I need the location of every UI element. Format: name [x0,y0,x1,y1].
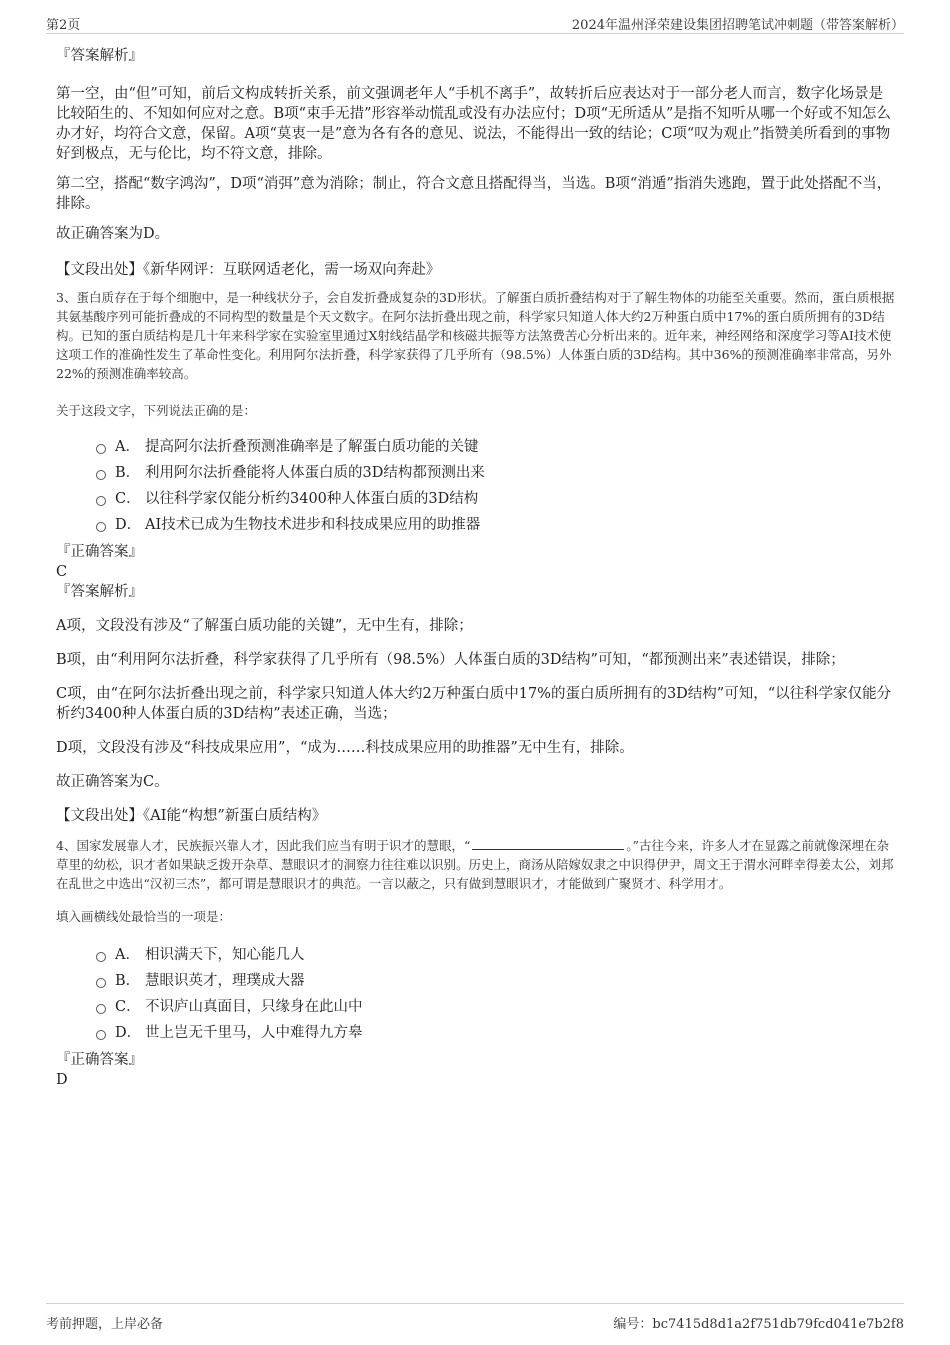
question-stem: 3、蛋白质存在于每个细胞中，是一种线状分子，会自发折叠成复杂的3D形状。了解蛋白质折叠结构对于了解生物体的功能至关重要。然而，蛋白质根据其氨基酸序列可能折叠成的不同构型的数量是个天文数字。在阿尔法折叠出现之前，科学家只知道人体大约2万种蛋白质中17%的蛋白质所拥有的3D结构。已知的蛋白质结构是几十年来科学家在实验室里通过X射线结晶学和核磁共振等方法煞费苦心分析出来的。近年来，神经网络和深度学习等AI技术使这项工作的准确性发生了革命性变化。利用阿尔法折叠，科学家获得了几乎所有（98.5%）人体蛋白质的3D结构。其中36%的预测准确率非常高，另外22%的预测准确率较高。 [56,290,895,381]
option-b[interactable]: B． 慧眼识英才，理璞成大器 [96,968,896,994]
source-citation: 【文段出处】《新华网评：互联网适老化，需一场双向奔赴》 [56,262,441,278]
option-d[interactable]: D． AI技术已成为生物技术进步和科技成果应用的助推器 [96,512,896,538]
options-list [56,434,896,538]
radio-icon[interactable] [96,1004,106,1014]
correct-answer: D [56,1072,68,1088]
radio-icon[interactable] [96,496,106,506]
final-answer: 故正确答案为D。 [56,226,170,242]
question-prompt: 填入画横线处最恰当的一项是： [56,909,232,924]
option-b[interactable]: B． 利用阿尔法折叠能将人体蛋白质的3D结构都预测出来 [96,460,896,486]
correct-answer: C [56,564,68,580]
radio-icon[interactable] [96,952,106,962]
radio-icon[interactable] [96,444,106,454]
radio-icon[interactable] [96,470,106,480]
radio-icon[interactable] [96,978,106,988]
analysis-label: 『答案解析』 [56,48,143,64]
option-d[interactable]: D． 世上岂无千里马，人中难得九方皋 [96,1020,896,1046]
page-header [46,12,904,34]
document-title: 2024年温州泽荣建设集团招聘笔试冲刺题（带答案解析） [571,18,904,33]
fill-blank [472,837,624,850]
option-a[interactable]: A． 相识满天下，知心能几人 [96,942,896,968]
option-a[interactable]: A． 提高阿尔法折叠预测准确率是了解蛋白质功能的关键 [96,434,896,460]
analysis-label: 『答案解析』 [56,584,143,600]
document-id: 编号：bc7415d8d1a2f751db79fcd041e7b2f8 [613,1317,904,1332]
analysis-paragraph: 第一空，由“但”可知，前后文构成转折关系，前文强调老年人“手机不离手”，故转折后应表达对于一部分老人而言，数字化场景是比较陌生的、不知如何应对之意。B项“束手无措”形容举动慌乱或没有办法应付；D项“无所适从”是指不知听从哪一个好或不知怎么办才好，均符合文意，保留。A项“莫衷一是”意为各有各的意见、说法，不能得出一致的结论；C项“叹为观止”指赞美所看到的事物好到极点，无与伦比，均不符文意，排除。 [56,86,891,162]
analysis-paragraph: A项，文段没有涉及“了解蛋白质功能的关键”，无中生有，排除； [56,618,473,634]
option-c[interactable]: C． 以往科学家仅能分析约3400种人体蛋白质的3D结构 [96,486,896,512]
page-number: 第2页 [46,18,81,33]
analysis-paragraph: D项，文段没有涉及“科技成果应用”，“成为……科技成果应用的助推器”无中生有，排除。 [56,740,634,756]
radio-icon[interactable] [96,1030,106,1040]
analysis-paragraph: C项，由“在阿尔法折叠出现之前，科学家只知道人体大约2万种蛋白质中17%的蛋白质所拥有的3D结构”可知，“以往科学家仅能分析约3400种人体蛋白质的3D结构”表述正确，当选； [56,686,892,722]
analysis-paragraph: B项，由“利用阿尔法折叠，科学家获得了几乎所有（98.5%）人体蛋白质的3D结构”可知，“都预测出来”表述错误，排除； [56,652,845,668]
source-citation: 【文段出处】《AI能“构想”新蛋白质结构》 [56,808,327,824]
page-content [56,44,896,1090]
page-footer [46,1303,904,1334]
question-prompt: 关于这段文字，下列说法正确的是： [56,403,257,418]
question-stem: 4、国家发展靠人才，民族振兴靠人才，因此我们应当有明于识才的慧眼，“ 。”古往今来，许多人才在显露之前就像深埋在杂草里的幼松，识才者如果缺乏拨开杂草、慧眼识才的洞察力往往难以识别。历史上，商汤从陪嫁奴隶之中识得伊尹，周文王于渭水河畔幸得姜太公，刘邦在乱世之中选出“汉初三杰”，都可谓是慧眼识才的典范。一言以蔽之，只有做到慧眼识才，才能做到广聚贤才、科学用才。 [56,838,894,891]
analysis-paragraph: 第二空，搭配“数字鸿沟”，D项“消弭”意为消除；制止，符合文意且搭配得当，当选。B项“消遁”指消失逃跑，置于此处搭配不当，排除。 [56,176,892,212]
correct-answer-label: 『正确答案』 [56,544,143,560]
radio-icon[interactable] [96,522,106,532]
final-answer: 故正确答案为C。 [56,774,169,790]
option-c[interactable]: C． 不识庐山真面目，只缘身在此山中 [96,994,896,1020]
correct-answer-label: 『正确答案』 [56,1052,143,1068]
footer-slogan: 考前押题，上岸必备 [46,1317,164,1332]
options-list [56,942,896,1046]
